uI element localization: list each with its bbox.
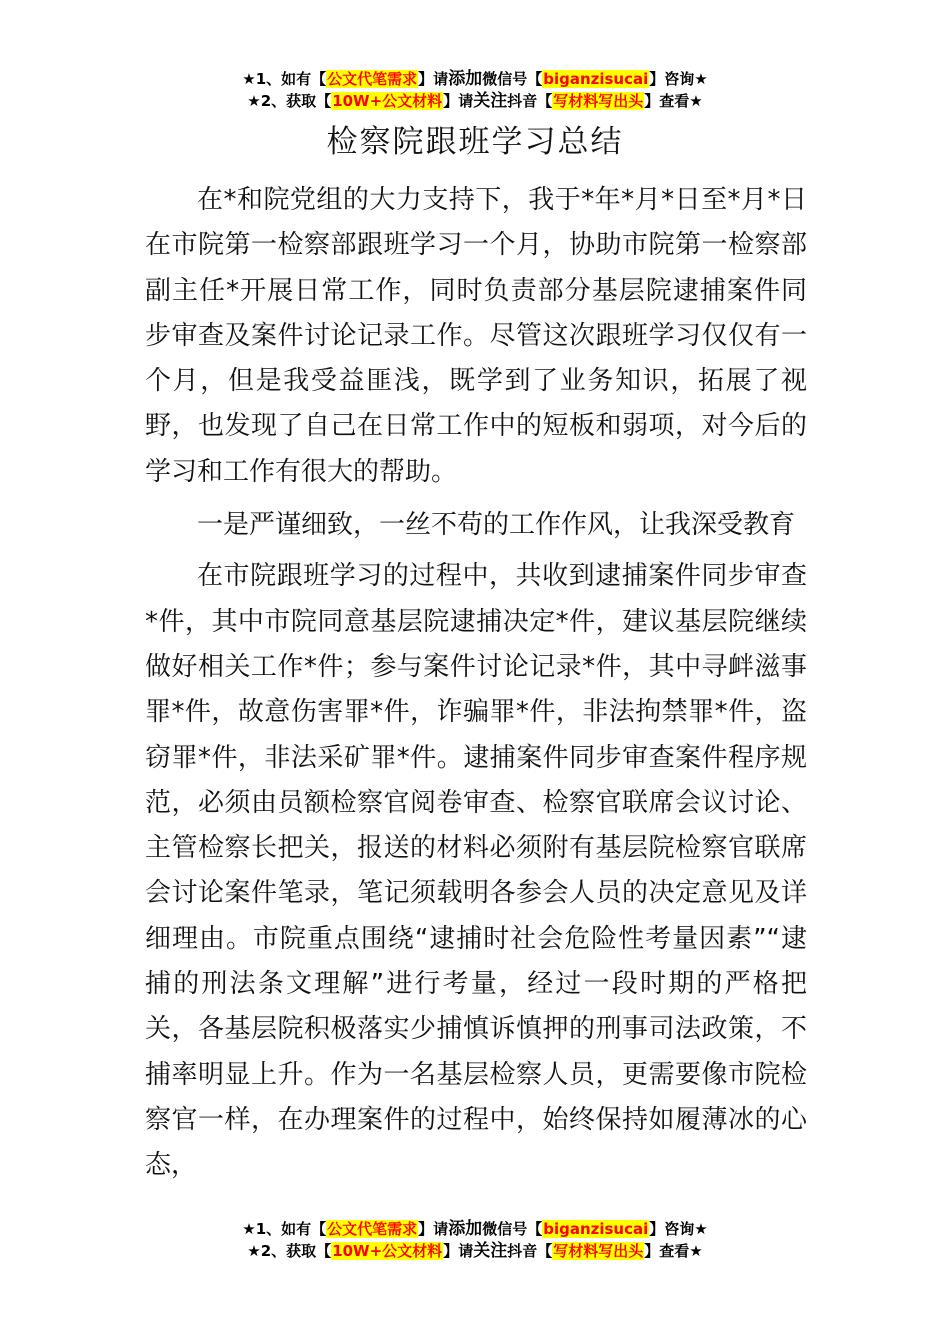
promo-text: 】咨询★ [649, 1220, 708, 1238]
promo-emphasis: 关注 [473, 91, 508, 111]
promo-highlight: 写材料写出头 [553, 1242, 644, 1260]
promo-text: 】咨询★ [649, 70, 708, 88]
promo-text: 微信号【 [482, 70, 543, 88]
promo-text: ★1、如有【 [242, 1220, 327, 1238]
promo-text: ★2、获取【 [247, 92, 332, 110]
promo-line-2 [0, 1240, 950, 1262]
promo-text: 】请 [418, 70, 449, 88]
promo-emphasis: 添加 [448, 1219, 483, 1239]
promo-text: 抖音【 [507, 1242, 553, 1260]
document-title: 检察院跟班学习总结 [326, 124, 624, 160]
promo-line-1 [0, 1218, 950, 1240]
promo-line-1 [0, 68, 950, 90]
promo-text: 抖音【 [507, 92, 553, 110]
document-body [145, 178, 807, 1189]
promo-header [0, 68, 950, 112]
promo-highlight: 公文代笔需求 [327, 1220, 418, 1238]
promo-text: 】查看★ [644, 92, 703, 110]
promo-highlight: biganzisucai [543, 1220, 649, 1238]
promo-highlight: 10W+公文材料 [332, 1242, 443, 1260]
promo-footer [0, 1218, 950, 1262]
section-heading: 一是严谨细致，一丝不苟的工作作风，让我深受教育 [197, 510, 796, 541]
promo-highlight: 公文代笔需求 [327, 70, 418, 88]
promo-text: 】请 [443, 1242, 474, 1260]
promo-highlight: biganzisucai [543, 70, 649, 88]
promo-text: 微信号【 [482, 1220, 543, 1238]
promo-emphasis: 关注 [473, 1241, 508, 1261]
promo-text: 】请 [443, 92, 474, 110]
paragraph-intro: 在*和院党组的大力支持下，我于*年*月*日至*月*日在市院第一检察部跟班学习一个月，协助市院第一检察部副主任*开展日常工作，同时负责部分基层院逮捕案件同步审查及案件讨论记录工作。尽管这次跟班学习仅仅有一个月，但是我受益匪浅，既学到了业务知识，拓展了视野，也发现了自己在日常工作中的短板和弱项，对今后的学习和工作有很大的帮助。 [145, 185, 807, 487]
promo-text: 】查看★ [644, 1242, 703, 1260]
promo-line-2 [0, 90, 950, 112]
promo-text: 】请 [418, 1220, 449, 1238]
promo-emphasis: 添加 [448, 69, 483, 89]
promo-highlight: 10W+公文材料 [332, 92, 443, 110]
promo-text: ★1、如有【 [242, 70, 327, 88]
paragraph-section-1: 在市院跟班学习的过程中，共收到逮捕案件同步审查*件，其中市院同意基层院逮捕决定*件，建议基层院继续做好相关工作*件；参与案件讨论记录*件，其中寻衅滋事罪*件，故意伤害罪*件，诈骗罪*件，非法拘禁罪*件，盗窃罪*件，非法采矿罪*件。逮捕案件同步审查案件程序规范，必须由员额检察官阅卷审查、检察官联席会议讨论、主管检察长把关，报送的材料必须附有基层院检察官联席会讨论案件笔录，笔记须载明各参会人员的决定意见及详细理由。市院重点围绕“逮捕时社会危险性考量因素”“逮捕的刑法条文理解”进行考量，经过一段时期的严格把关，各基层院积极落实少捕慎诉慎押的刑事司法政策，不捕率明显上升。作为一名基层检察人员，更需要像市院检察官一样，在办理案件的过程中，始终保持如履薄冰的心态， [145, 561, 807, 1181]
promo-text: ★2、获取【 [247, 1242, 332, 1260]
promo-highlight: 写材料写出头 [553, 92, 644, 110]
